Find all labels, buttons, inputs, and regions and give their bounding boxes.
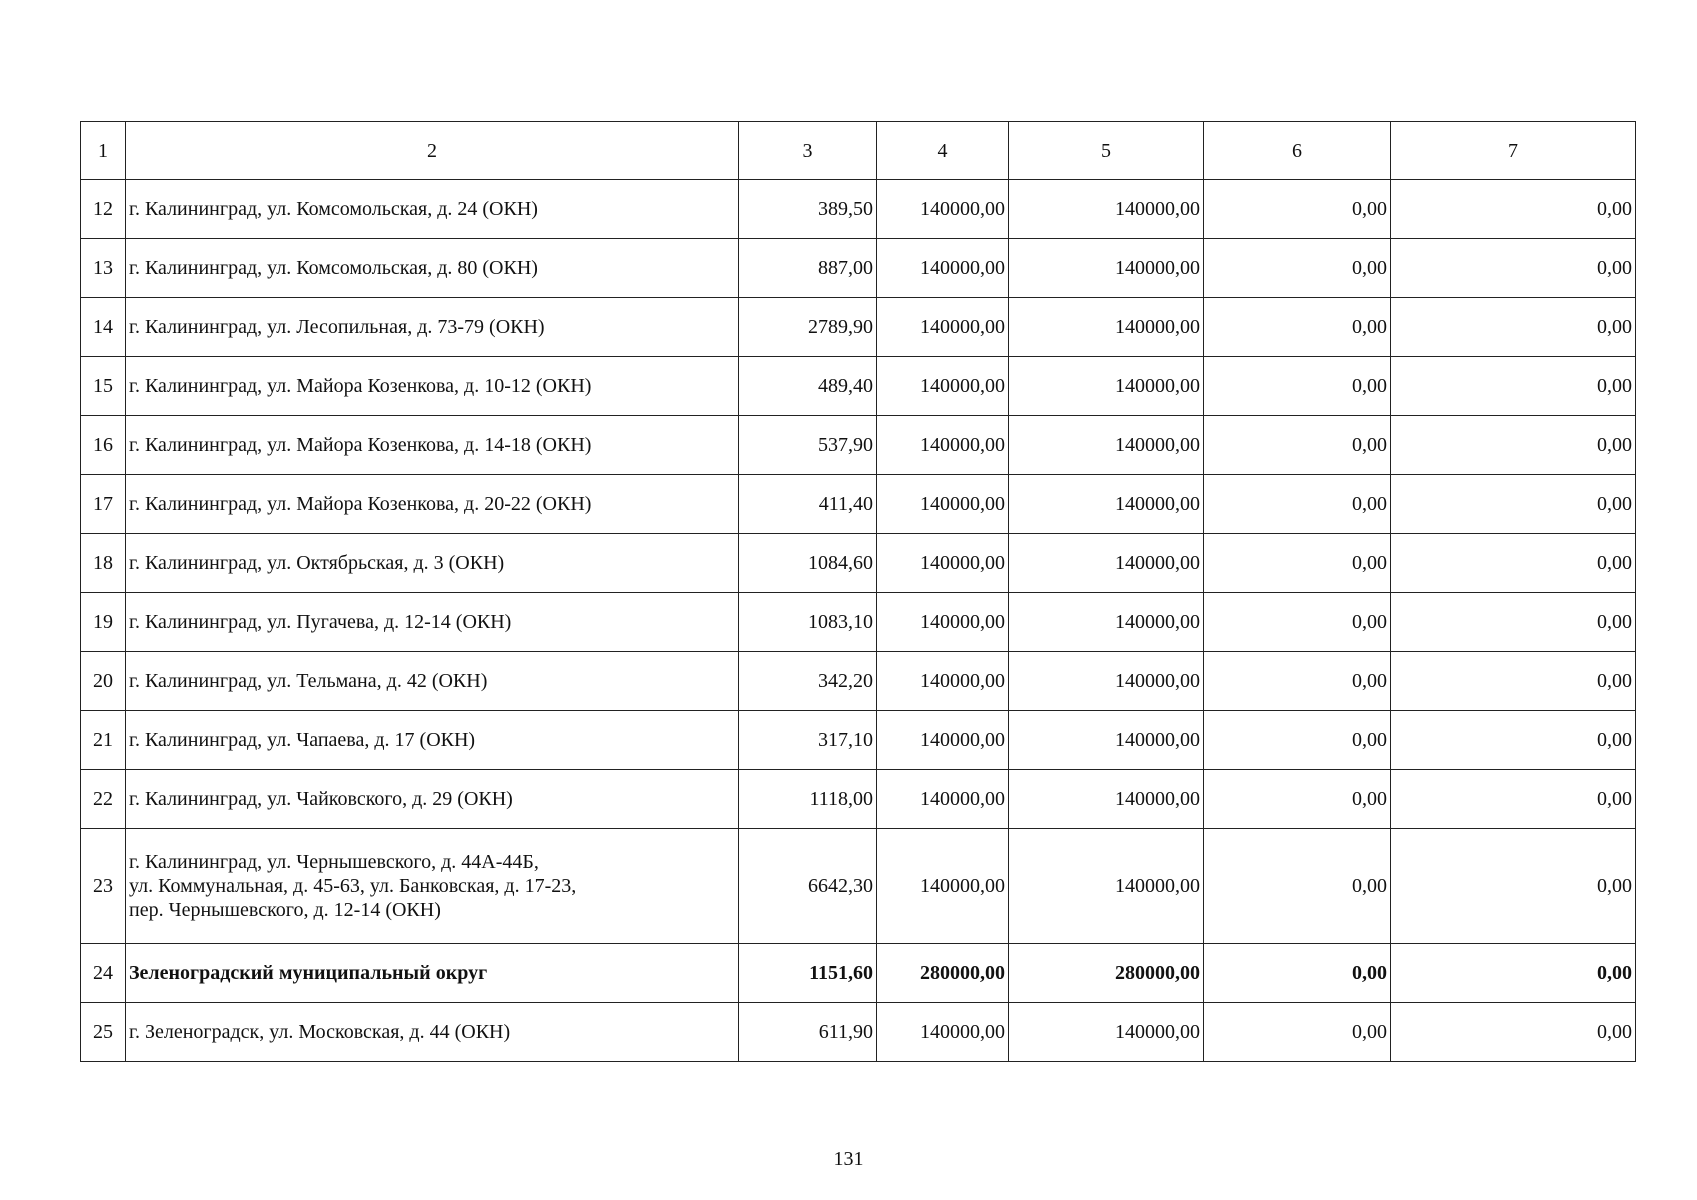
table-row bbox=[81, 711, 1636, 770]
value-col6: 0,00 bbox=[1204, 534, 1391, 593]
value-col6: 0,00 bbox=[1204, 652, 1391, 711]
row-number: 15 bbox=[81, 357, 126, 416]
column-header: 3 bbox=[739, 122, 877, 180]
value-col4: 140000,00 bbox=[877, 770, 1009, 829]
table-row bbox=[81, 593, 1636, 652]
address-cell: г. Калининград, ул. Майора Козенкова, д. 10-12 (ОКН) bbox=[126, 357, 739, 416]
value-col5: 140000,00 bbox=[1009, 593, 1204, 652]
value-col5: 140000,00 bbox=[1009, 534, 1204, 593]
value-col3: 2789,90 bbox=[739, 298, 877, 357]
value-col6: 0,00 bbox=[1204, 593, 1391, 652]
address-cell: г. Калининград, ул. Октябрьская, д. 3 (ОКН) bbox=[126, 534, 739, 593]
address-cell: г. Калининград, ул. Комсомольская, д. 80 (ОКН) bbox=[126, 239, 739, 298]
address-cell bbox=[126, 829, 739, 944]
value-col5: 140000,00 bbox=[1009, 829, 1204, 944]
table-row bbox=[81, 770, 1636, 829]
value-col5: 140000,00 bbox=[1009, 298, 1204, 357]
value-col7: 0,00 bbox=[1391, 711, 1636, 770]
value-col6: 0,00 bbox=[1204, 357, 1391, 416]
address-cell: г. Калининград, ул. Майора Козенкова, д. 20-22 (ОКН) bbox=[126, 475, 739, 534]
value-col3: 1118,00 bbox=[739, 770, 877, 829]
value-col3: 611,90 bbox=[739, 1003, 877, 1062]
value-col6: 0,00 bbox=[1204, 944, 1391, 1003]
value-col7: 0,00 bbox=[1391, 239, 1636, 298]
value-col6: 0,00 bbox=[1204, 239, 1391, 298]
value-col4: 140000,00 bbox=[877, 652, 1009, 711]
value-col4: 280000,00 bbox=[877, 944, 1009, 1003]
value-col3: 1084,60 bbox=[739, 534, 877, 593]
value-col6: 0,00 bbox=[1204, 298, 1391, 357]
row-number: 19 bbox=[81, 593, 126, 652]
row-number: 20 bbox=[81, 652, 126, 711]
value-col5: 140000,00 bbox=[1009, 357, 1204, 416]
value-col4: 140000,00 bbox=[877, 534, 1009, 593]
value-col7: 0,00 bbox=[1391, 357, 1636, 416]
value-col4: 140000,00 bbox=[877, 416, 1009, 475]
value-col3: 411,40 bbox=[739, 475, 877, 534]
column-header: 5 bbox=[1009, 122, 1204, 180]
value-col3: 317,10 bbox=[739, 711, 877, 770]
district-name: Зеленоградский муниципальный округ bbox=[126, 944, 739, 1003]
row-number: 21 bbox=[81, 711, 126, 770]
value-col6: 0,00 bbox=[1204, 475, 1391, 534]
address-line: пер. Чернышевского, д. 12-14 (ОКН) bbox=[129, 899, 441, 921]
value-col5: 140000,00 bbox=[1009, 652, 1204, 711]
value-col5: 140000,00 bbox=[1009, 239, 1204, 298]
value-col5: 140000,00 bbox=[1009, 475, 1204, 534]
table-row-subtotal bbox=[81, 944, 1636, 1003]
value-col4: 140000,00 bbox=[877, 180, 1009, 239]
table-row bbox=[81, 652, 1636, 711]
value-col6: 0,00 bbox=[1204, 770, 1391, 829]
value-col7: 0,00 bbox=[1391, 770, 1636, 829]
value-col6: 0,00 bbox=[1204, 416, 1391, 475]
row-number: 14 bbox=[81, 298, 126, 357]
value-col6: 0,00 bbox=[1204, 180, 1391, 239]
row-number: 23 bbox=[81, 829, 126, 944]
value-col4: 140000,00 bbox=[877, 475, 1009, 534]
value-col4: 140000,00 bbox=[877, 711, 1009, 770]
value-col3: 887,00 bbox=[739, 239, 877, 298]
value-col4: 140000,00 bbox=[877, 593, 1009, 652]
value-col3: 489,40 bbox=[739, 357, 877, 416]
value-col5: 140000,00 bbox=[1009, 416, 1204, 475]
column-header: 1 bbox=[81, 122, 126, 180]
value-col7: 0,00 bbox=[1391, 180, 1636, 239]
row-number: 25 bbox=[81, 1003, 126, 1062]
value-col3: 1151,60 bbox=[739, 944, 877, 1003]
column-header: 7 bbox=[1391, 122, 1636, 180]
table-row bbox=[81, 475, 1636, 534]
address-cell: г. Калининград, ул. Комсомольская, д. 24 (ОКН) bbox=[126, 180, 739, 239]
page-number: 131 bbox=[833, 1148, 864, 1170]
value-col3: 389,50 bbox=[739, 180, 877, 239]
value-col4: 140000,00 bbox=[877, 1003, 1009, 1062]
table-row bbox=[81, 298, 1636, 357]
value-col5: 140000,00 bbox=[1009, 770, 1204, 829]
address-cell: г. Калининград, ул. Майора Козенкова, д. 14-18 (ОКН) bbox=[126, 416, 739, 475]
value-col7: 0,00 bbox=[1391, 298, 1636, 357]
value-col4: 140000,00 bbox=[877, 239, 1009, 298]
row-number: 24 bbox=[81, 944, 126, 1003]
row-number: 17 bbox=[81, 475, 126, 534]
value-col6: 0,00 bbox=[1204, 829, 1391, 944]
value-col7: 0,00 bbox=[1391, 534, 1636, 593]
table-row bbox=[81, 1003, 1636, 1062]
value-col5: 140000,00 bbox=[1009, 180, 1204, 239]
address-cell: г. Калининград, ул. Чайковского, д. 29 (ОКН) bbox=[126, 770, 739, 829]
value-col3: 342,20 bbox=[739, 652, 877, 711]
address-cell: г. Калининград, ул. Пугачева, д. 12-14 (ОКН) bbox=[126, 593, 739, 652]
value-col3: 537,90 bbox=[739, 416, 877, 475]
row-number: 18 bbox=[81, 534, 126, 593]
table-row bbox=[81, 239, 1636, 298]
value-col7: 0,00 bbox=[1391, 652, 1636, 711]
column-header: 4 bbox=[877, 122, 1009, 180]
value-col3: 6642,30 bbox=[739, 829, 877, 944]
value-col4: 140000,00 bbox=[877, 829, 1009, 944]
value-col7: 0,00 bbox=[1391, 829, 1636, 944]
value-col4: 140000,00 bbox=[877, 357, 1009, 416]
value-col5: 280000,00 bbox=[1009, 944, 1204, 1003]
table-row bbox=[81, 357, 1636, 416]
value-col7: 0,00 bbox=[1391, 944, 1636, 1003]
value-col7: 0,00 bbox=[1391, 416, 1636, 475]
table-row bbox=[81, 416, 1636, 475]
value-col7: 0,00 bbox=[1391, 1003, 1636, 1062]
address-line: г. Калининград, ул. Чернышевского, д. 44А-44Б, bbox=[129, 851, 539, 873]
column-header: 2 bbox=[126, 122, 739, 180]
header-row bbox=[81, 122, 1636, 180]
table-row bbox=[81, 180, 1636, 239]
row-number: 16 bbox=[81, 416, 126, 475]
row-number: 12 bbox=[81, 180, 126, 239]
value-col7: 0,00 bbox=[1391, 475, 1636, 534]
row-number: 22 bbox=[81, 770, 126, 829]
value-col3: 1083,10 bbox=[739, 593, 877, 652]
value-col6: 0,00 bbox=[1204, 1003, 1391, 1062]
address-line: ул. Коммунальная, д. 45-63, ул. Банковская, д. 17-23, bbox=[129, 875, 577, 897]
data-table bbox=[80, 121, 1636, 1062]
value-col4: 140000,00 bbox=[877, 298, 1009, 357]
table-row bbox=[81, 829, 1636, 944]
value-col5: 140000,00 bbox=[1009, 1003, 1204, 1062]
address-cell: г. Калининград, ул. Лесопильная, д. 73-79 (ОКН) bbox=[126, 298, 739, 357]
value-col5: 140000,00 bbox=[1009, 711, 1204, 770]
address-cell: г. Калининград, ул. Чапаева, д. 17 (ОКН) bbox=[126, 711, 739, 770]
value-col6: 0,00 bbox=[1204, 711, 1391, 770]
column-header: 6 bbox=[1204, 122, 1391, 180]
table-row bbox=[81, 534, 1636, 593]
row-number: 13 bbox=[81, 239, 126, 298]
address-cell: г. Калининград, ул. Тельмана, д. 42 (ОКН) bbox=[126, 652, 739, 711]
address-cell: г. Зеленоградск, ул. Московская, д. 44 (ОКН) bbox=[126, 1003, 739, 1062]
value-col7: 0,00 bbox=[1391, 593, 1636, 652]
